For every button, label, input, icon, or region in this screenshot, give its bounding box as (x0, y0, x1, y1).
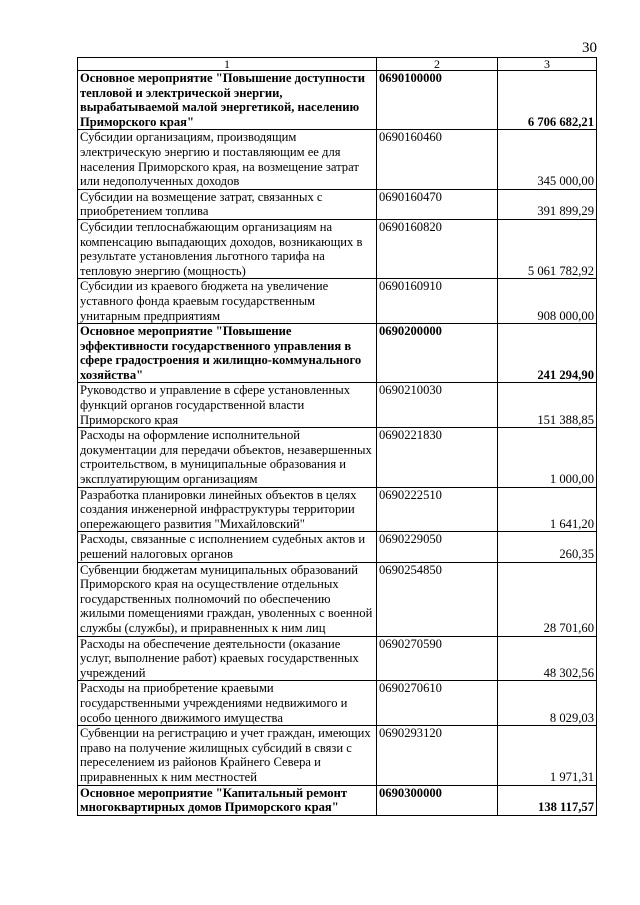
expense-name-cell: Субсидии организациям, производящим электрическую энергию и поставляющим ее для населения Приморского края, на возмещение затрат или недополученных доходов (78, 130, 377, 189)
table-row-main-activity (78, 785, 597, 815)
column-number-2: 2 (377, 58, 498, 71)
target-code-cell: 0690229050 (377, 532, 498, 562)
target-code-cell: 0690293120 (377, 726, 498, 785)
table-row (78, 726, 597, 785)
amount-cell: 345 000,00 (498, 130, 597, 189)
target-code-cell: 0690221830 (377, 428, 498, 487)
table-row (78, 636, 597, 681)
target-code-cell: 0690222510 (377, 487, 498, 532)
expense-name-cell: Основное мероприятие "Повышение эффективности государственного управления в сфере градостроения и жилищно-коммунального хозяйства" (78, 324, 377, 383)
table-row (78, 130, 597, 189)
table-row (78, 219, 597, 278)
table-row (78, 383, 597, 428)
amount-cell: 28 701,60 (498, 562, 597, 636)
amount-cell: 6 706 682,21 (498, 71, 597, 130)
expense-name-cell: Основное мероприятие "Повышение доступности тепловой и электрической энергии, вырабатываемой малой энергетикой, населению Приморского края" (78, 71, 377, 130)
expense-name-cell: Руководство и управление в сфере установленных функций органов государственной власти Приморского края (78, 383, 377, 428)
expense-name-cell: Расходы на приобретение краевыми государственными учреждениями недвижимого и особо ценного движимого имущества (78, 681, 377, 726)
column-number-3: 3 (498, 58, 597, 71)
budget-table-body (78, 58, 597, 816)
table-row-main-activity (78, 324, 597, 383)
table-row-main-activity (78, 71, 597, 130)
table-row (78, 532, 597, 562)
target-code-cell: 0690300000 (377, 785, 498, 815)
target-code-cell: 0690160820 (377, 219, 498, 278)
target-code-cell: 0690160470 (377, 189, 498, 219)
expense-name-cell: Расходы, связанные с исполнением судебных актов и решений налоговых органов (78, 532, 377, 562)
amount-cell: 260,35 (498, 532, 597, 562)
amount-cell: 1 971,31 (498, 726, 597, 785)
amount-cell: 391 899,29 (498, 189, 597, 219)
expense-name-cell: Основное мероприятие "Капитальный ремонт многоквартирных домов Приморского края" (78, 785, 377, 815)
amount-cell: 1 000,00 (498, 428, 597, 487)
amount-cell: 48 302,56 (498, 636, 597, 681)
expense-name-cell: Расходы на оформление исполнительной документации для передачи объектов, незавершенных строительством, в муниципальные образования и эксплуатирующим организациям (78, 428, 377, 487)
amount-cell: 908 000,00 (498, 279, 597, 324)
expense-name-cell: Субсидии из краевого бюджета на увеличение уставного фонда краевым государственным унитарным предприятиям (78, 279, 377, 324)
table-row (78, 562, 597, 636)
amount-cell: 151 388,85 (498, 383, 597, 428)
expense-name-cell: Субсидии на возмещение затрат, связанных с приобретением топлива (78, 189, 377, 219)
target-code-cell: 0690100000 (377, 71, 498, 130)
amount-cell: 138 117,57 (498, 785, 597, 815)
target-code-cell: 0690210030 (377, 383, 498, 428)
budget-table (77, 57, 597, 816)
expense-name-cell: Субвенции на регистрацию и учет граждан, имеющих право на получение жилищных субсидий в связи с переселением из районов Крайнего Севера и приравненных к ним местностей (78, 726, 377, 785)
amount-cell: 241 294,90 (498, 324, 597, 383)
target-code-cell: 0690270610 (377, 681, 498, 726)
target-code-cell: 0690200000 (377, 324, 498, 383)
expense-name-cell: Субсидии теплоснабжающим организациям на компенсацию выпадающих доходов, возникающих в результате установления льготного тарифа на тепловую энергию (мощность) (78, 219, 377, 278)
column-number-1: 1 (78, 58, 377, 71)
table-row (78, 279, 597, 324)
amount-cell: 8 029,03 (498, 681, 597, 726)
table-row (78, 681, 597, 726)
table-row (78, 189, 597, 219)
table-row (78, 428, 597, 487)
expense-name-cell: Разработка планировки линейных объектов в целях создания инженерной инфраструктуры территории опережающего развития "Михайловский" (78, 487, 377, 532)
expense-name-cell: Субвенции бюджетам муниципальных образований Приморского края на осуществление отдельных государственных полномочий по обеспечению жилыми помещениями граждан, уволенных с военной службы (службы), и приравненных к ним лиц (78, 562, 377, 636)
target-code-cell: 0690254850 (377, 562, 498, 636)
amount-cell: 5 061 782,92 (498, 219, 597, 278)
target-code-cell: 0690160910 (377, 279, 498, 324)
column-number-row (78, 58, 597, 71)
expense-name-cell: Расходы на обеспечение деятельности (оказание услуг, выполнение работ) краевых государственных учреждений (78, 636, 377, 681)
table-row (78, 487, 597, 532)
target-code-cell: 0690160460 (377, 130, 498, 189)
amount-cell: 1 641,20 (498, 487, 597, 532)
target-code-cell: 0690270590 (377, 636, 498, 681)
page-number: 30 (582, 40, 597, 56)
